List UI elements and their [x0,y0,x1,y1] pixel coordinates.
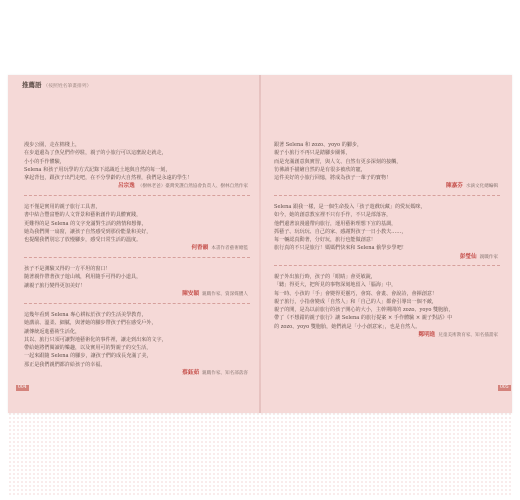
quote-signature [24,182,248,191]
quote-line: 她講前、溫柔、細膩，與著她的腳步帶孩子們在感受戶外， [24,320,157,327]
author-role: （樹林老爸）臺灣愛護自然協會負責人、樹林自然作家 [137,184,248,190]
page-number: 004 [18,385,27,390]
quote-line: 親子小旅行不再只是踏腳步關係， [274,150,351,157]
quote-line: 親子的開，是為以前旅行的孩子開心的大小，主幹期間的 zozo、yoyo 雙胞胎， [274,307,454,314]
author-role: 親職作家、知名部落客 [202,371,248,377]
quote-line: 那正是我們親們都許給孩子的幸福。 [24,361,106,368]
quote-line: 這不僅是實用的親子旅行工具書， [24,204,101,210]
author-role: 親職作家、資深媒體人 [202,291,248,297]
page-number: 005 [500,385,509,390]
quote-block [274,273,498,340]
author-name: 呂宗逸 [117,183,135,190]
divider [274,265,500,266]
author-role: 水滴文化總編輯 [465,184,498,190]
author-name: 何香韻 [191,245,209,252]
quote-line: 讓親子旅行變得更加美好！ [24,282,86,289]
quote-line: 孩子不是測驗又得的一方平坦的窗口！ [24,266,111,272]
quote-block [24,311,248,378]
divider [24,257,250,258]
quote-line: 帶了《不想錯的親子旅行》讓 Selena 的旅行提案 × 手作體驗 × 親子對話》中 [274,315,453,322]
quote-line: 而是充滿創意與實習，與人文、自然有更多深刻的接觸， [274,158,402,165]
quote-signature [274,253,498,262]
quote-line: 「聽」得更大，把所見的事物深刻地留入「腦海」中， [274,282,397,289]
quote-signature [274,182,498,191]
quote-line: 這幾年看到 Selena 專心耕耘於孩子的生活美學教育， [24,312,147,318]
section-header [22,80,91,89]
quote-line: 她為我們開一扇窗，讓孩子自然感受到那份能量和美好， [24,228,152,235]
quote-block [24,141,248,191]
quote-line: 每一輛認真動著，分好玩，旅行也能做創意！ [274,237,376,244]
quote-line: 小小的手作體驗， [24,158,65,165]
book-gutter [259,75,261,413]
quote-line: 帶給她將們閱讀的樂趣，以及實用可的對親子的交生活， [24,345,152,352]
quote-line: 在步道邊為了魚兒們作停駐，親子的小旅行可以這麼說走就走， [24,150,167,157]
quote-line: 每一時、小孩的「手」會變得更靈巧，會寫、會畫、會說詩，會揮創意！ [274,290,438,297]
quote-block [274,203,498,262]
quote-block [24,203,248,253]
quote-line: 的 zozo、yoyo 雙胞胎，她們就是「小小創意家」，也是自然人。 [274,323,421,330]
quote-line: 也提醒我們別忘了放慢腳步，感受日常生活的溫度。 [24,237,142,244]
quote-signature [274,331,498,340]
divider [274,195,500,196]
quote-signature [24,369,248,378]
quote-line: 書中結合豐富態的人文背景和藝術創作的具體實踐， [24,212,142,219]
quote-line: 讓傳統返進藝術生活化， [24,328,81,335]
section-title: 推薦語 [22,81,42,89]
book-spread [8,75,512,413]
quote-line: 這件美好的小旅行回憶，將成為孩子一輩子的寶物！ [274,175,392,182]
author-name: 彭瑩仙 [459,253,477,260]
section-subtitle: （按照姓名筆畫排列） [43,84,92,89]
author-role: 親職作家 [479,254,498,260]
quote-line: 旅行真的不只是旅行！媽媽們快來和 Selena 偷學步學吧！ [274,245,407,252]
quote-line: Selena 跟我一樣，是一個生命投入「孩子遊戲玩藏」的愛玩媽咪， [274,204,426,210]
author-name: 陳安穎 [182,290,200,297]
quote-line: 其以、旅行只須可讓對地藝術化的事件裡，讓走到出來的文字， [24,336,167,343]
quote-signature [24,244,248,253]
quote-block [274,141,498,191]
author-name: 蔡鈺茹 [182,370,200,377]
quote-line: 抓藝子、玩玩玩、自己的家、感謝對孩子一日小教夫……， [274,228,407,235]
quote-block [24,265,248,299]
author-name: 鄭明進 [418,332,436,339]
quote-signature [24,290,248,299]
quote-line: 更難得的是 Selena 的文字充滿對生活的熱情和想像， [24,220,147,227]
divider [24,303,250,304]
quote-line: 親子外出旅行時，孩子的「眼睛」會更敏銳， [274,274,376,280]
quote-line: 親子旅行，小指會變成「自然人」和「自己的人」都會引導出一個不敵， [274,298,438,305]
quote-line: 一起來跟隨 Selena 的腳步，讓孩子們的成長充滿了美， [24,353,152,360]
quote-line: 如今，她的創意教室裡不只有手作，不只是部落客， [274,212,392,219]
page-edge-pattern [8,412,511,496]
quote-line: Selena 和孩子用玩學的方式記錄下認識近土地與自然的每一刻， [24,166,171,173]
divider [24,195,250,196]
quote-line: 他們邊著浪漫邊帶向旅行，運用藝術理想下宣的基調， [274,220,397,227]
author-role: 兒童美術教育家、知名插畫家 [438,333,498,339]
quote-line: 拿起背包，跟孩子出門走吧，在不分學齡的大自然裡，我們是永遠的學生！ [24,175,193,182]
quote-line: 彷彿讀手描繪自然的是有很多被欣的寵， [274,166,366,173]
quote-line: 隨著親作帶著孩子遊山城，利用隨手可得的小道具， [24,274,142,281]
author-role: 本書作者藝術總監 [211,246,248,252]
quote-line: 漫步公園，走在棉棧上， [24,142,81,148]
author-name: 陳嘉芬 [446,183,463,190]
quote-line: 跟著 Selena 和 zozo、yoyo 的腳步， [274,142,363,148]
